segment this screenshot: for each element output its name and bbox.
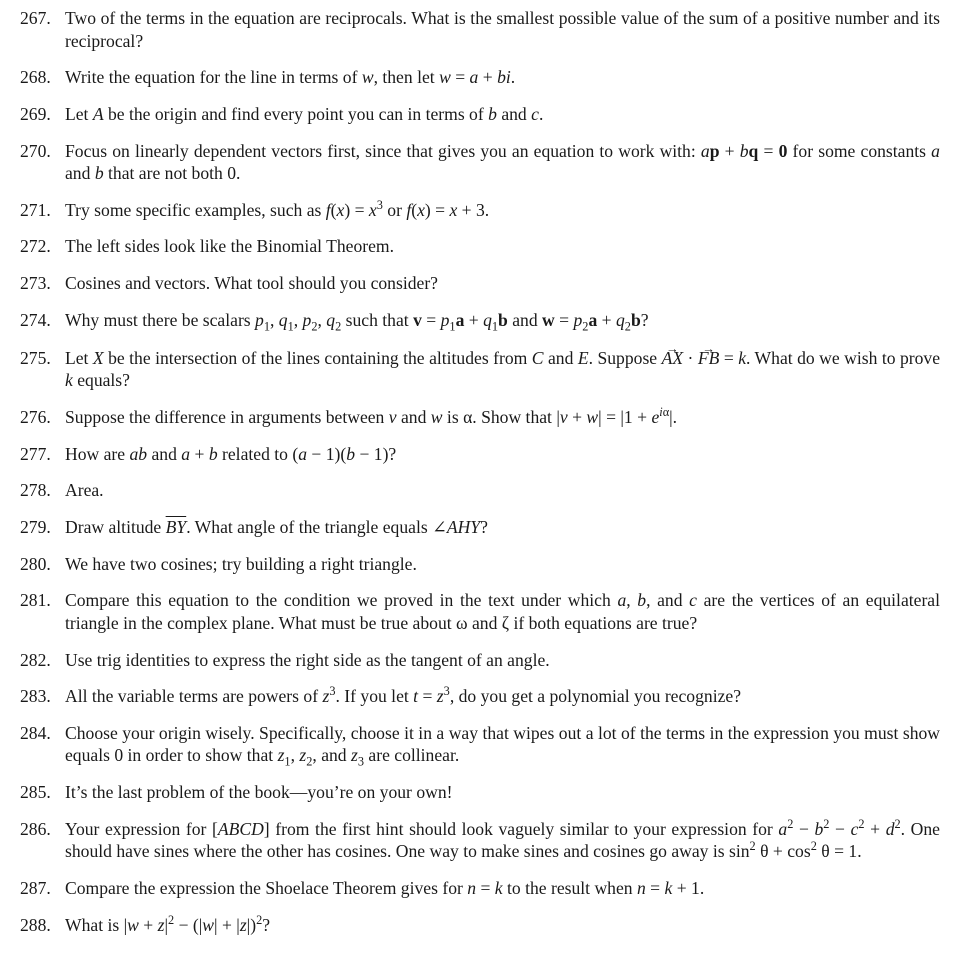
hint-287 <box>20 877 940 900</box>
hint-text: Let X be the intersection of the lines containing the altitudes from C and E. Suppose → AX · → FB = k. What do we wish to prove k equals? <box>65 347 940 392</box>
hint-text: How are ab and a + b related to (a − 1)(b − 1)? <box>65 443 397 464</box>
hint-number: 267. <box>20 8 51 28</box>
hint-284 <box>20 722 940 767</box>
hint-text: Suppose the difference in arguments between v and w is α. Show that $|v + w| = |1 + e^{i\alpha}|$. <box>65 405 678 427</box>
hint-285 <box>20 781 940 804</box>
hint-279 <box>20 516 940 539</box>
hint-278 <box>20 479 940 502</box>
hint-number: 280. <box>20 553 51 574</box>
hint-267 <box>20 7 940 52</box>
hint-268 <box>20 66 940 89</box>
hint-number: 279. <box>20 516 51 537</box>
hint-277 <box>20 443 940 466</box>
hint-number: 281. <box>20 590 51 611</box>
hint-286 <box>20 818 940 863</box>
hint-text: Area. <box>65 480 104 501</box>
hint-text: All the variable terms are powers of $z^3$. If you let $t = z^3$, do you get a polynomial you recognize? <box>65 684 742 707</box>
hint-number: 270. <box>20 140 51 161</box>
hint-text: Choose your origin wisely. Specifically, choose it in a way that wipes out a lot of the terms in the expression you must show equals 0 in order to show that $z_1$, $z_2$, and $z_3$ are collinear. <box>65 722 940 769</box>
hint-number: 284. <box>20 722 51 743</box>
hint-number: 288. <box>20 914 51 935</box>
hint-275 <box>20 347 940 392</box>
hint-273 <box>20 272 940 295</box>
hint-text: Write the equation for the line in terms of w, then let w = a + bi. <box>65 67 516 88</box>
hint-text: Let A be the origin and find every point you can in terms of b and c. <box>65 103 544 124</box>
hint-number: 282. <box>20 649 51 670</box>
hint-number: 275. <box>20 347 51 368</box>
hint-271 <box>20 199 940 222</box>
hint-text: Cosines and vectors. What tool should you consider? <box>65 273 438 294</box>
hint-281 <box>20 589 940 634</box>
hint-283 <box>20 685 940 708</box>
hint-number: 285. <box>20 782 51 803</box>
hint-270 <box>20 140 940 185</box>
hint-text: Compare the expression the Shoelace Theorem gives for n = k to the result when n = k + 1. <box>65 877 705 898</box>
hint-number: 278. <box>20 480 51 501</box>
hint-text: Focus on linearly dependent vectors first, since that gives you an equation to work with: ap + bq = 0 for some constants a and b that are not both 0. <box>65 140 940 184</box>
hint-288 <box>20 914 940 937</box>
hint-text: What is $|w + z|^2 - (|w| + |z|)^2$? <box>65 912 271 935</box>
hint-number: 272. <box>20 236 51 257</box>
hint-280 <box>20 553 940 576</box>
hint-number: 273. <box>20 273 51 294</box>
hint-number: 271. <box>20 199 51 220</box>
hint-276 <box>20 406 940 429</box>
hint-number: 283. <box>20 686 51 707</box>
hint-269 <box>20 103 940 126</box>
hint-number: 268. <box>20 67 51 88</box>
hint-number: 277. <box>20 443 51 464</box>
hint-text: It’s the last problem of the book—you’re on your own! <box>65 782 453 803</box>
hint-282 <box>20 649 940 672</box>
hint-text: Two of the terms in the equation are reciprocals. What is the smallest possible value of the sum of a positive number and its reciprocal? <box>65 8 940 51</box>
hint-text: Why must there be scalars $p_1$, $q_1$, $p_2$, $q_2$ such that $v = p_1a + q_1b$ and $w = p_2a + q_2b$? <box>65 309 649 334</box>
hint-274 <box>20 309 940 332</box>
hint-text: The left sides look like the Binomial Theorem. <box>65 236 394 257</box>
hint-number: 286. <box>20 818 51 839</box>
hint-text: Compare this equation to the condition we proved in the text under which a, b, and c are the vertices of an equilateral triangle in the complex plane. What must be true about ω and ζ if both equations are true? <box>65 590 941 633</box>
hint-272 <box>20 235 940 258</box>
hint-number: 287. <box>20 877 51 898</box>
hint-number: 276. <box>20 406 51 427</box>
hint-text: Try some specific examples, such as $f(x) = x^3$ or f(x) = x + 3. <box>65 197 490 220</box>
hint-number: 274. <box>20 309 51 330</box>
hint-text: Draw altitude $\overline{BY}$. What angle of the triangle equals ∠AHY? <box>65 516 488 537</box>
hint-text: Your expression for [ABCD] from the first hint should look vaguely similar to your expression for $a^2 - b^2 - c^2 + d^2$. One should have sines where the other has cosines. One way to make sines and cosines go away is $\sin^2 \theta + \cos^2 \theta = 1$. <box>65 816 940 862</box>
hint-text: Use trig identities to express the right side as the tangent of an angle. <box>65 649 550 670</box>
hint-text: We have two cosines; try building a right triangle. <box>65 553 417 574</box>
hint-number: 269. <box>20 103 51 124</box>
